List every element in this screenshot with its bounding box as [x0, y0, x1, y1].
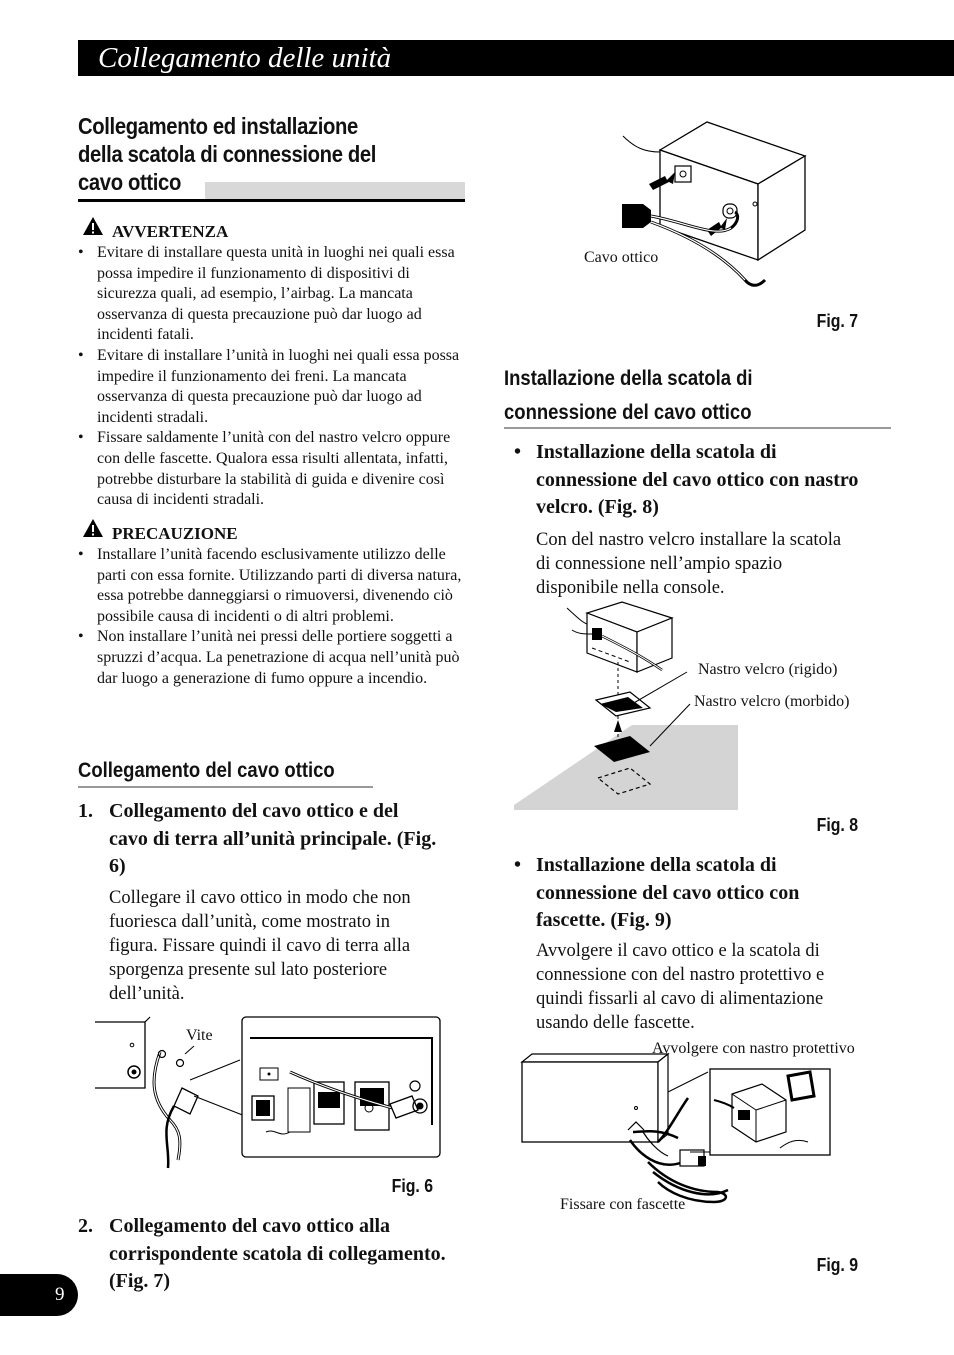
header-title: Collegamento delle unità: [98, 42, 392, 74]
fig8-caption-soft: Nastro velcro (morbido): [694, 693, 850, 710]
fig6-label: Fig. 6: [391, 1176, 433, 1196]
install-subsection-rule: [504, 427, 891, 429]
install-item-ties: [514, 852, 864, 935]
bullet: •: [514, 854, 522, 876]
caution-icon: [82, 518, 104, 538]
step-title: Collegamento del cavo ottico e del cavo di terra all’unità principale. (Fig. 6): [109, 800, 437, 877]
fig9-label: Fig. 9: [816, 1255, 858, 1275]
fig8-label: Fig. 8: [816, 815, 858, 835]
warning-label: AVVERTENZA: [112, 222, 229, 241]
step-1-body: Collegare il cavo ottico in modo che non fuoriesca dall’unità, come mostrato in figura. Fissare quindi il cavo di terra alla sporgenza presente sul lato posteriore dell’unità.: [109, 888, 411, 1004]
step-title: Collegamento del cavo ottico alla corrispondente scatola di collegamento. (Fig. 7): [109, 1215, 446, 1292]
fig9-caption-wrap: Avvolgere con nastro protettivo: [652, 1040, 855, 1057]
subsection-rule: [78, 786, 373, 788]
list-item: • Evitare di installare questa unità in luoghi nei quali essa possa impedire il funzionamento di dispositivi di sicurezza quali, ad esempio, l’airbag. La mancata osservanza di questa precauzione può dar luogo ad incidenti fatali.: [78, 243, 468, 346]
warning-list: [78, 243, 468, 511]
fig9-illustration: [518, 1052, 838, 1212]
fig6-caption-vite: Vite: [186, 1027, 213, 1044]
fig7-caption: Cavo ottico: [584, 249, 659, 266]
fig8-caption-rigid: Nastro velcro (rigido): [698, 661, 838, 678]
item-title: Installazione della scatola di connessione del cavo ottico con nastro velcro. (Fig. 8): [536, 441, 859, 518]
warning-icon: [82, 216, 104, 236]
list-item: • Installare l’unità facendo esclusivamente utilizzo delle parti con essa fornite. Utilizzando parti di diversa natura, essa potrebbe danneggiarsi o rimuoversi, divenendo ciò possibile causa di incidenti o di altri problemi.: [78, 545, 468, 627]
install-item-ties-body: Avvolgere il cavo ottico e la scatola di connessione con del nastro protettivo e quindi fissarli al cavo di alimentazione usando delle fascette.: [536, 941, 825, 1033]
bullet: •: [514, 441, 522, 463]
fig7-illustration: [615, 118, 815, 298]
section-title: Collegamento ed installazione della scatola di connessione del cavo ottico: [78, 113, 377, 195]
step-number: 2.: [78, 1215, 93, 1237]
fig7-label: Fig. 7: [816, 311, 858, 331]
list-item: • Non installare l’unità nei pressi delle portiere soggetti a spruzzi d’acqua. La penetrazione di acqua nell’unità può dar luogo a generazione di fumo oppure a incendio.: [78, 627, 468, 689]
install-subsection-title: Installazione della scatola di connessione del cavo ottico: [504, 367, 753, 424]
step-1: [78, 798, 438, 881]
caution-label: PRECAUZIONE: [112, 524, 238, 543]
page-header: [78, 40, 954, 76]
list-item: • Evitare di installare l’unità in luoghi nei quali essa possa impedire il funzionamento dei freni. La mancata osservanza di questa precauzione può dar luogo ad incidenti stradali.: [78, 346, 468, 428]
item-title: Installazione della scatola di connessione del cavo ottico con fascette. (Fig. 9): [536, 854, 800, 931]
caution-list: [78, 545, 468, 689]
step-2: [78, 1213, 458, 1296]
fig9-caption-tie: Fissare con fascette: [560, 1196, 686, 1213]
title-rule: [78, 199, 465, 202]
fig6-illustration: [90, 1010, 450, 1170]
page-number-tab: [0, 1274, 78, 1316]
install-item-velcro: [514, 439, 864, 522]
list-item: • Fissare saldamente l’unità con del nastro velcro oppure con delle fascette. Qualora essa risulti allentata, infatti, potrebbe disturbare la stabilità di guida e divenire così causa di incidenti stradali.: [78, 428, 468, 510]
step-number: 1.: [78, 800, 93, 822]
page-number: 9: [55, 1284, 65, 1305]
subsection-title: Collegamento del cavo ottico: [78, 759, 335, 782]
install-item-velcro-body: Con del nastro velcro installare la scatola di connessione nell’ampio spazio disponibile nella console.: [536, 530, 842, 598]
